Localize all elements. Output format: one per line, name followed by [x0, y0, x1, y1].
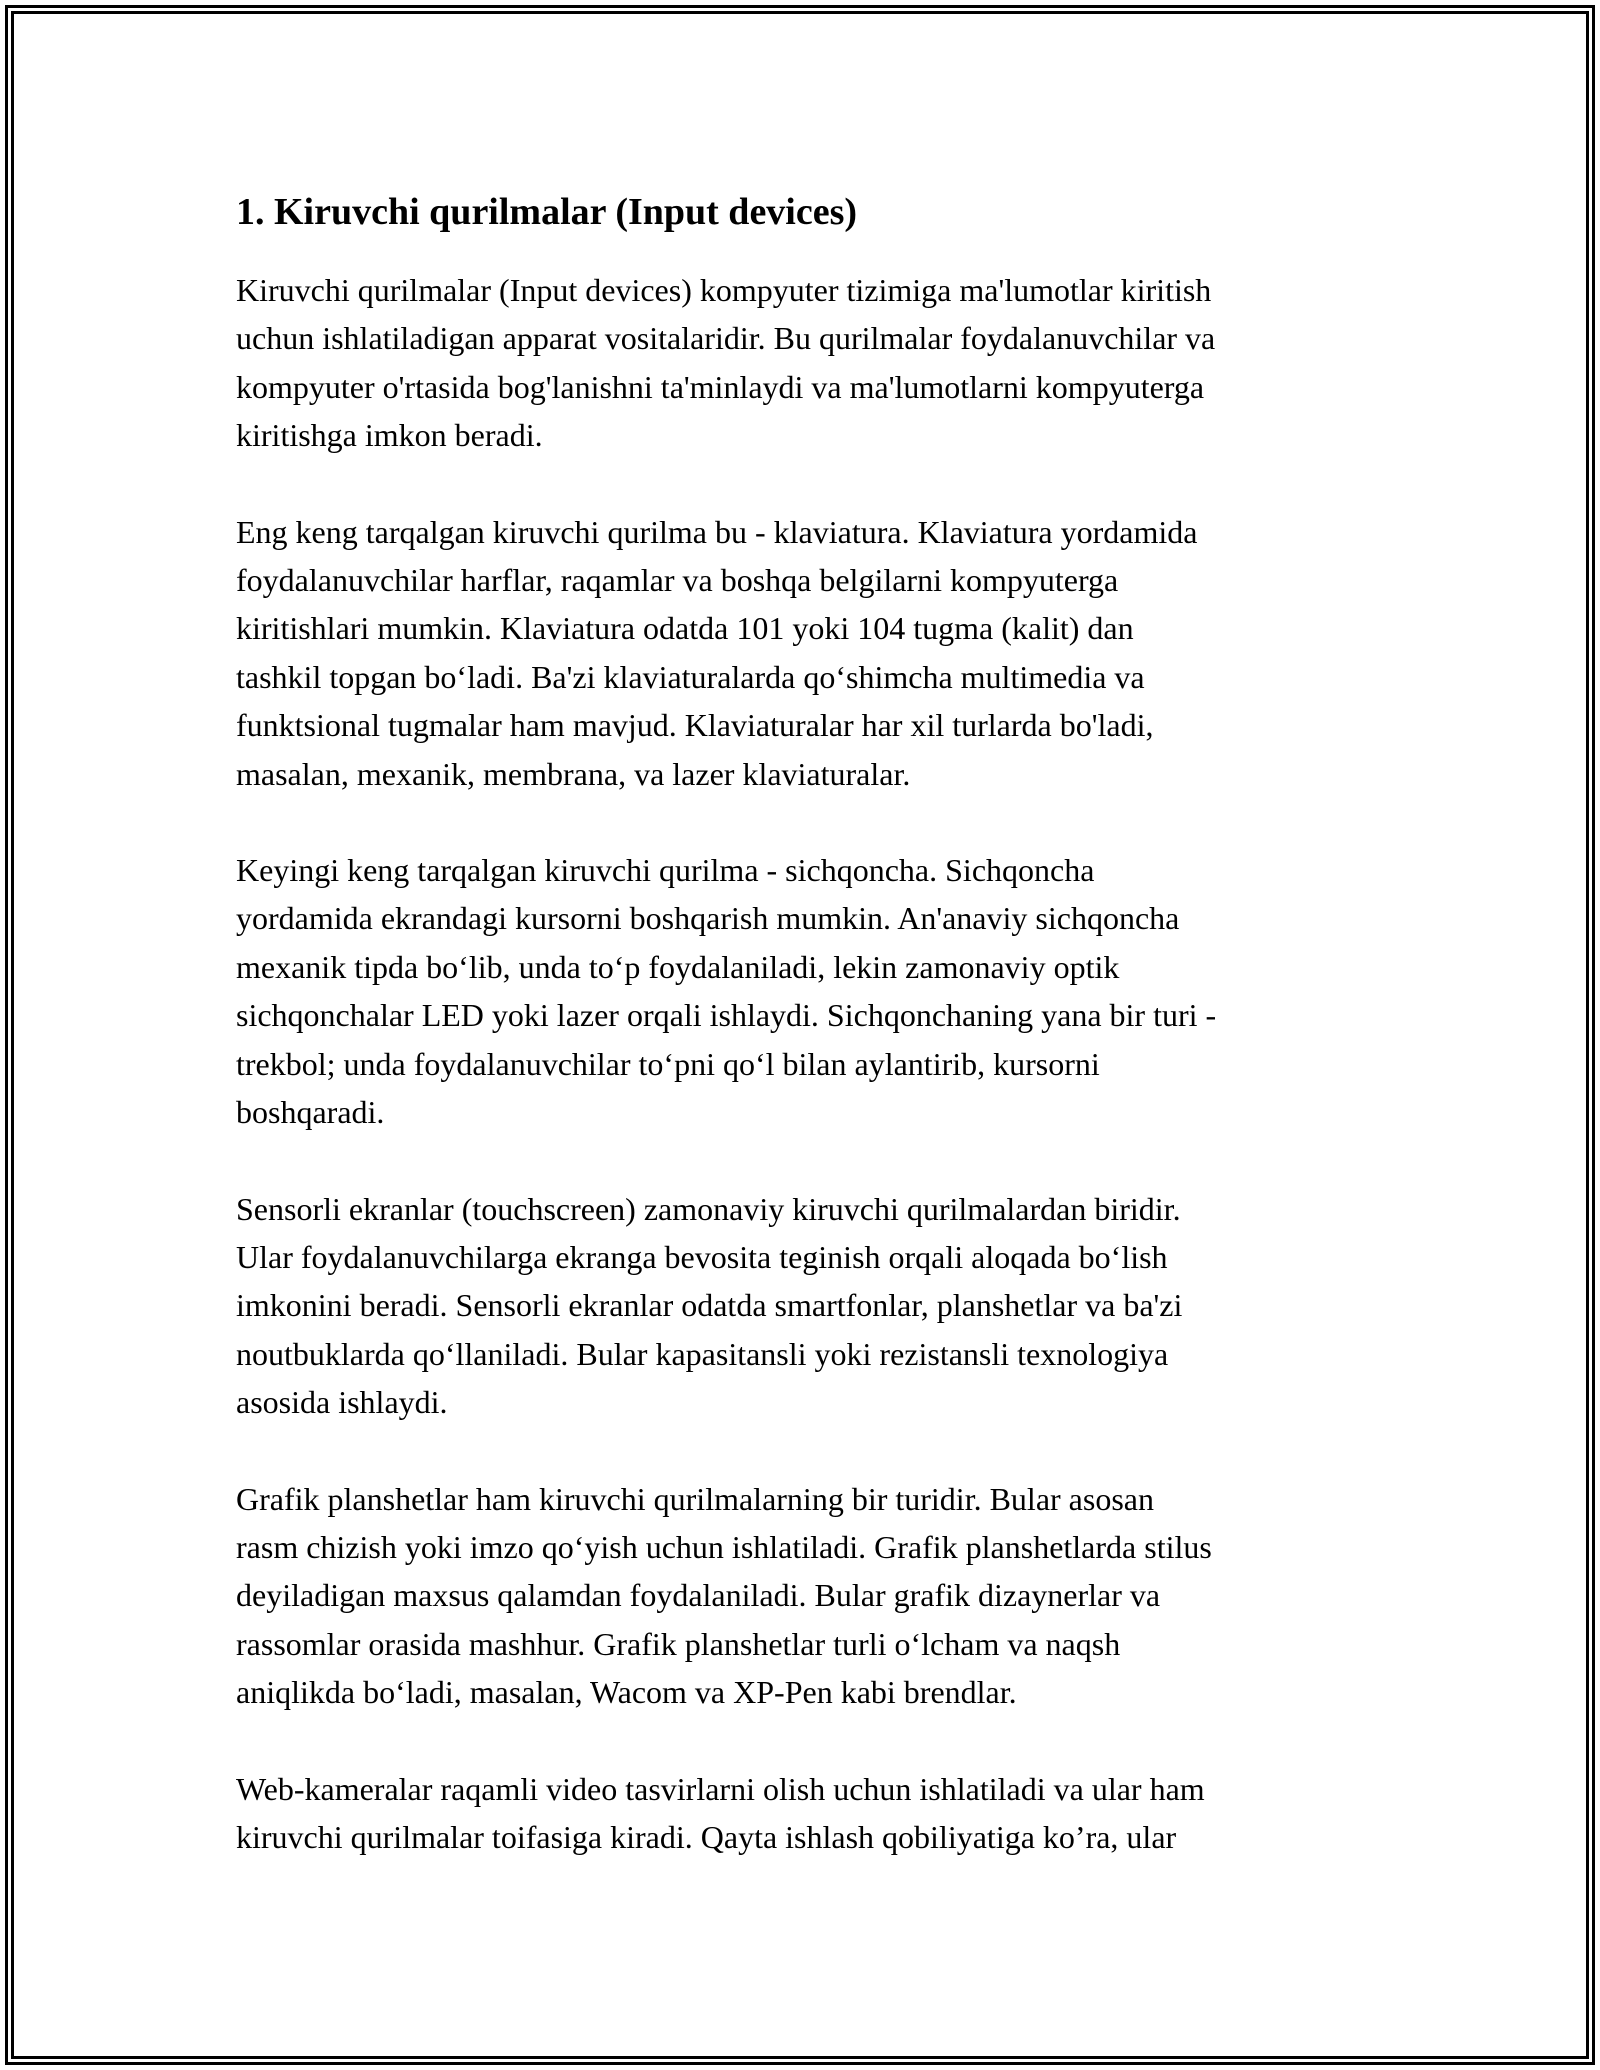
paragraph-webcams	[236, 1765, 1376, 1862]
document-body	[236, 188, 1376, 1909]
text-line: kompyuter o'rtasida bog'lanishni ta'minlaydi va ma'lumotlarni kompyuterga	[236, 368, 1205, 405]
text-line: imkonini beradi. Sensorli ekranlar odatda smartfonlar, planshetlar va ba'zi	[236, 1287, 1183, 1324]
text-line: mexanik tipda bo‘lib, unda to‘p foydalaniladi, lekin zamonaviy optik	[236, 948, 1120, 985]
text-line: uchun ishlatiladigan apparat vositalaridir. Bu qurilmalar foydalanuvchilar va	[236, 320, 1216, 357]
text-line: yordamida ekrandagi kursorni boshqarish mumkin. An'anaviy sichqoncha	[236, 900, 1180, 937]
text-line: boshqaradi.	[236, 1094, 385, 1131]
text-line: Keyingi keng tarqalgan kiruvchi qurilma - sichqoncha. Sichqoncha	[236, 852, 1095, 889]
text-line: sichqonchalar LED yoki lazer orqali ishlaydi. Sichqonchaning yana bir turi -	[236, 997, 1217, 1034]
paragraph-intro	[236, 266, 1376, 460]
text-line: tashkil topgan bo‘ladi. Ba'zi klaviaturalarda qo‘shimcha multimedia va	[236, 658, 1145, 695]
text-line: aniqlikda bo‘ladi, masalan, Wacom va XP-Pen kabi brendlar.	[236, 1674, 1017, 1711]
text-line: funktsional tugmalar ham mavjud. Klaviaturalar har xil turlarda bo'ladi,	[236, 707, 1154, 744]
text-line: rasm chizish yoki imzo qo‘yish uchun ishlatiladi. Grafik planshetlarda stilus	[236, 1528, 1212, 1565]
text-line: asosida ishlaydi.	[236, 1384, 448, 1421]
text-line: kiritishga imkon beradi.	[236, 417, 543, 454]
section-heading: 1. Kiruvchi qurilmalar (Input devices)	[236, 191, 858, 233]
text-line: Eng keng tarqalgan kiruvchi qurilma bu - klaviatura. Klaviatura yordamida	[236, 513, 1198, 550]
text-line: kiritishlari mumkin. Klaviatura odatda 101 yoki 104 tugma (kalit) dan	[236, 610, 1134, 647]
paragraph-keyboard	[236, 508, 1376, 798]
text-line: Kiruvchi qurilmalar (Input devices) kompyuter tizimiga ma'lumotlar kiritish	[236, 272, 1212, 308]
paragraph-mouse	[236, 846, 1376, 1136]
text-line: noutbuklarda qo‘llaniladi. Bular kapasitansli yoki rezistansli texnologiya	[236, 1335, 1169, 1372]
text-line: masalan, mexanik, membrana, va lazer klaviaturalar.	[236, 755, 911, 792]
text-line: trekbol; unda foydalanuvchilar to‘pni qo‘l bilan aylantirib, kursorni	[236, 1045, 1100, 1082]
text-line: kiruvchi qurilmalar toifasiga kiradi. Qayta ishlash qobiliyatiga ko’ra, ular	[236, 1818, 1177, 1855]
text-line: Grafik planshetlar ham kiruvchi qurilmalarning bir turidir. Bular asosan	[236, 1480, 1154, 1517]
text-line: rassomlar orasida mashhur. Grafik planshetlar turli o‘lcham va naqsh	[236, 1625, 1121, 1662]
paragraph-touchscreen	[236, 1185, 1376, 1427]
text-line: deyiladigan maxsus qalamdan foydalaniladi. Bular grafik dizaynerlar va	[236, 1577, 1161, 1614]
text-line: Ular foydalanuvchilarga ekranga bevosita teginish orqali aloqada bo‘lish	[236, 1238, 1168, 1275]
text-line: Sensorli ekranlar (touchscreen) zamonaviy kiruvchi qurilmalardan biridir.	[236, 1190, 1181, 1227]
text-line: foydalanuvchilar harflar, raqamlar va boshqa belgilarni kompyuterga	[236, 562, 1119, 599]
text-line: Web-kameralar raqamli video tasvirlarni olish uchun ishlatiladi va ular ham	[236, 1770, 1205, 1807]
paragraph-graphic-tablets	[236, 1475, 1376, 1717]
